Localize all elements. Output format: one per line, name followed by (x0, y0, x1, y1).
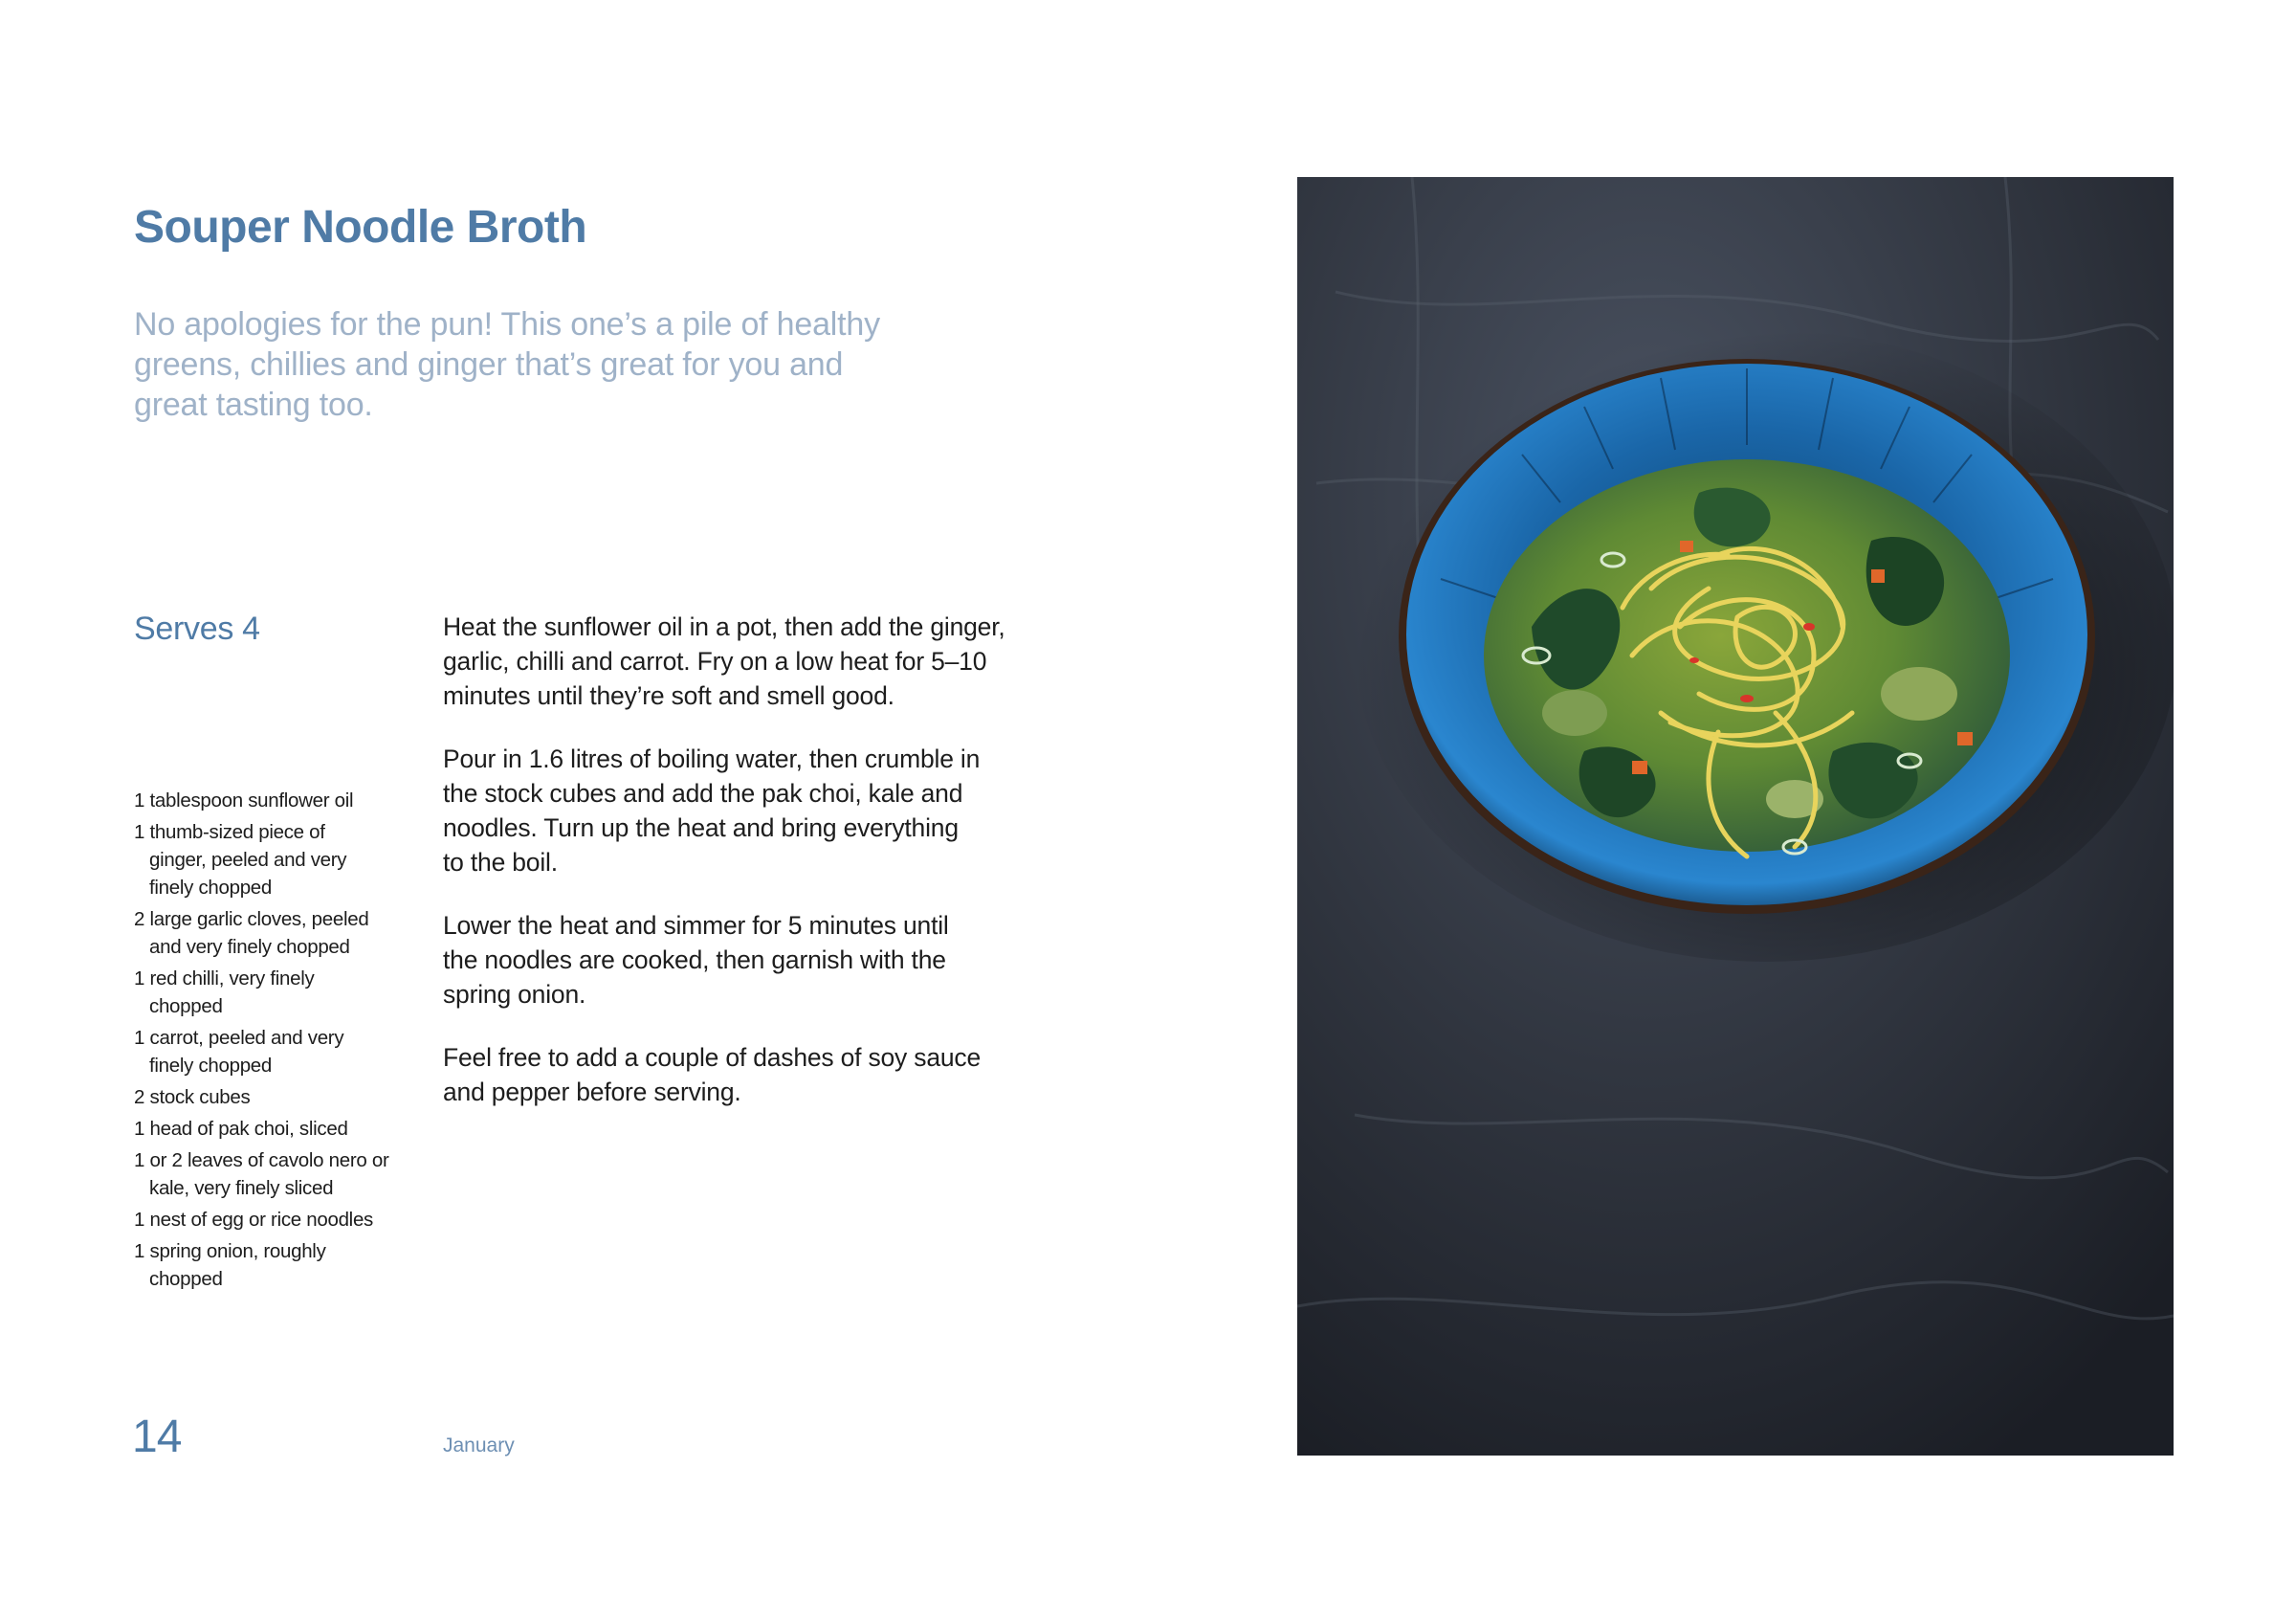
serves-label: Serves 4 (134, 611, 260, 647)
method-line: the noodles are cooked, then garnish with the (443, 945, 946, 974)
method-line: Feel free to add a couple of dashes of soy sauce (443, 1043, 981, 1072)
method-step (443, 742, 1055, 879)
method-line: garlic, chilli and carrot. Fry on a low heat for 5–10 (443, 647, 987, 676)
ingredient-line: and very finely chopped (149, 936, 350, 958)
ingredient-line: 1 or 2 leaves of cavolo nero or (134, 1149, 389, 1171)
method-step (443, 908, 1055, 1012)
ingredient-line: 1 red chilli, very finely (134, 967, 315, 989)
method-line: to the boil. (443, 848, 558, 877)
ingredient-item (134, 1024, 421, 1079)
intro-line: greens, chillies and ginger that’s great for you and (134, 346, 844, 383)
method-step (443, 1040, 1055, 1109)
ingredient-line: chopped (149, 995, 223, 1017)
ingredient-line: chopped (149, 1268, 223, 1290)
ingredient-item (134, 1146, 421, 1202)
method-step (443, 610, 1055, 713)
method-line: spring onion. (443, 980, 586, 1009)
recipe-photo (1297, 177, 2174, 1456)
method-line: Heat the sunflower oil in a pot, then add the ginger, (443, 612, 1005, 641)
ingredient-line: 2 large garlic cloves, peeled (134, 908, 369, 930)
recipe-title: Souper Noodle Broth (134, 202, 587, 254)
ingredient-item (134, 1237, 421, 1293)
recipe-intro (134, 304, 957, 425)
intro-line: No apologies for the pun! This one’s a pile of healthy (134, 306, 880, 343)
method-line: Pour in 1.6 litres of boiling water, then crumble in (443, 745, 981, 773)
method-line: minutes until they’re soft and smell good. (443, 681, 894, 710)
ingredient-line: 1 thumb-sized piece of (134, 821, 325, 843)
method-line: the stock cubes and add the pak choi, kale and (443, 779, 963, 808)
ingredient-item (134, 965, 421, 1020)
ingredient-line: 1 carrot, peeled and very (134, 1027, 344, 1049)
ingredient-item (134, 818, 421, 901)
ingredient-line: 1 nest of egg or rice noodles (134, 1209, 373, 1231)
method-line: Lower the heat and simmer for 5 minutes until (443, 911, 949, 940)
ingredient-line: 2 stock cubes (134, 1086, 251, 1108)
ingredient-line: 1 head of pak choi, sliced (134, 1118, 348, 1140)
ingredient-line: finely chopped (149, 877, 273, 899)
ingredient-line: 1 spring onion, roughly (134, 1240, 326, 1262)
ingredient-item (134, 787, 421, 814)
ingredient-item (134, 1083, 421, 1111)
ingredient-item (134, 905, 421, 961)
method-steps (443, 610, 1055, 1138)
running-footer-month: January (443, 1434, 515, 1456)
ingredient-line: 1 tablespoon sunflower oil (134, 789, 354, 812)
method-line: and pepper before serving. (443, 1078, 741, 1106)
ingredient-line: finely chopped (149, 1055, 273, 1077)
bowl (1399, 359, 2095, 914)
ingredient-item (134, 1206, 421, 1234)
ingredient-item (134, 1115, 421, 1143)
intro-line: great tasting too. (134, 387, 373, 423)
ingredient-list (134, 787, 421, 1297)
method-line: noodles. Turn up the heat and bring everything (443, 813, 959, 842)
page-number: 14 (132, 1412, 182, 1462)
noodle-bowl-illustration (1297, 177, 2174, 1456)
ingredient-line: ginger, peeled and very (149, 849, 347, 871)
ingredient-line: kale, very finely sliced (149, 1177, 334, 1199)
